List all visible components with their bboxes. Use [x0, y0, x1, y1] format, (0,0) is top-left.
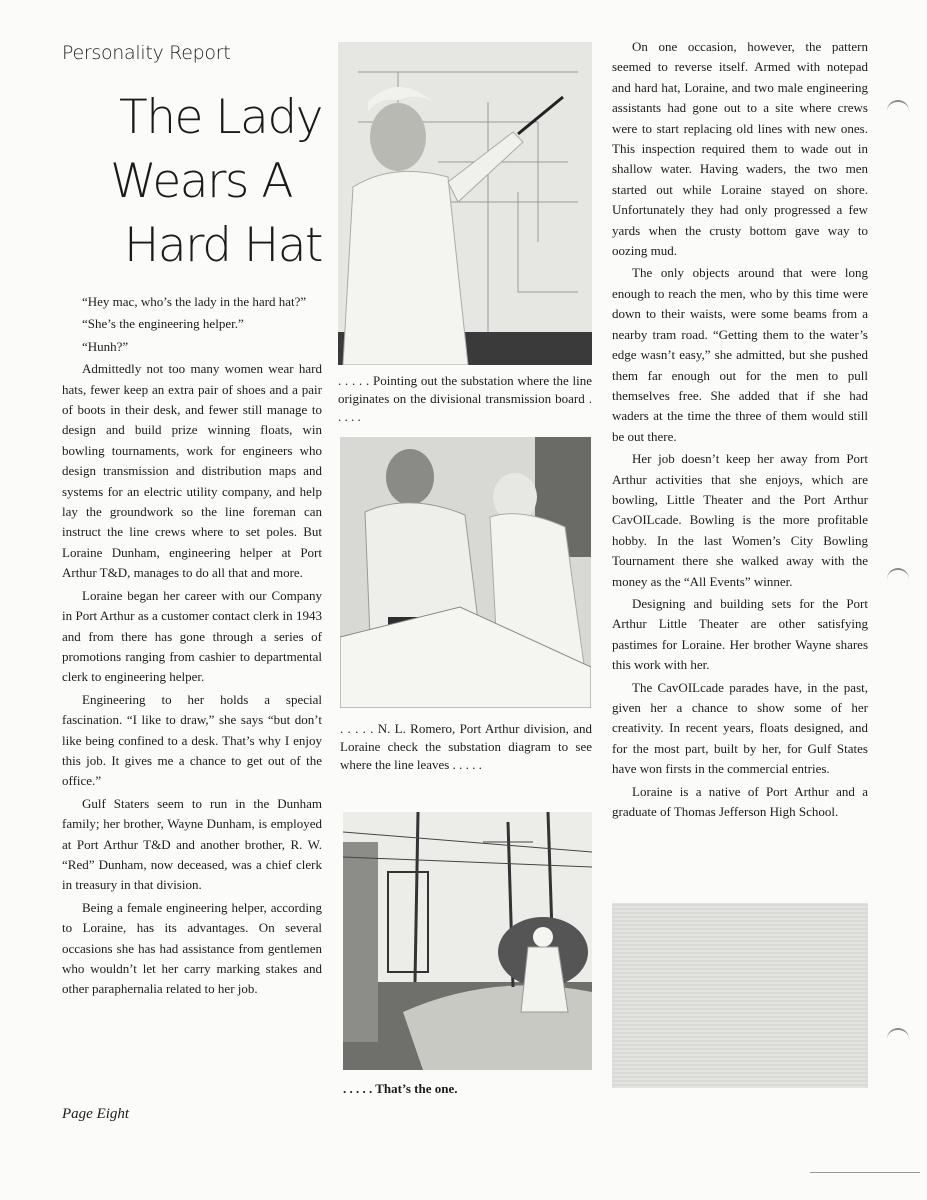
paragraph: Loraine is a native of Port Arthur and a graduate of Thomas Jefferson High School.	[612, 783, 868, 820]
photo-illustration	[340, 437, 591, 708]
paragraph: “She’s the engineering helper.”	[82, 316, 244, 332]
paragraph: Admittedly not too many women wear hard hats, fewer keep an extra pair of shoes and a pair of boots in their desk, and fewer still manage to design and build prize winning floats, win bowling tournaments, work for engineers who design transmission and distribution maps and systems for an electric utility company, and help lay the groundwork so the line foreman can instruct the line crews where to set poles. But Loraine Dunham, engineering helper at Port Arthur T&D, manages to do all that and more.	[62, 361, 322, 581]
photo-illustration	[338, 42, 592, 365]
binder-hole-mark	[887, 568, 909, 590]
page-number: Page Eight	[62, 1106, 130, 1122]
paragraph: “Hey mac, who’s the lady in the hard hat?”	[82, 294, 307, 309]
paragraph: On one occasion, however, the pattern seemed to reverse itself. Armed with notepad and hard hat, Loraine, and two male engineering assistants had gone out to a site where crews were to start replacing old lines with new ones. This inspection required them to wade out in shallow water. Having waders, the two men started out while Loraine stayed on shore. Unfortunately they had only progressed a few yards when the crusty bottom gave way to oozing mud.	[612, 39, 868, 259]
photo-caption: . . . . . That’s the one.	[343, 1081, 458, 1096]
photo-caption: . . . . . N. L. Romero, Port Arthur division, and Loraine check the substation diagram to see where the line leaves . . . . .	[340, 721, 592, 772]
section-kicker: Personality Report	[62, 42, 231, 64]
binder-hole-mark	[887, 1028, 909, 1050]
paragraph: Loraine began her career with our Company in Port Arthur as a customer contact clerk in 1943 and from there has gone through a series of promotions ranging from cashier to departmental clerk to engineering helper.	[62, 587, 322, 685]
blank-halftone-area	[612, 903, 868, 1088]
paragraph: Her job doesn’t keep her away from Port Arthur activities that she enjoys, which are bowling, Little Theater and the Port Arthur CavOILcade. Bowling is the more profitable hobby. In the last Women’s City Bowling Tournament there she walked away with the money as the “All Events” winner.	[612, 451, 868, 589]
right-column	[612, 37, 868, 824]
edge-rule	[810, 1172, 920, 1173]
photo-substation-diagram	[340, 437, 591, 708]
paragraph: Gulf Staters seem to run in the Dunham family; her brother, Wayne Dunham, is employed at Port Arthur T&D and another brother, R. W. “Red” Dunham, now deceased, was a chief clerk in treasury in that division.	[62, 795, 322, 893]
photo-field-site	[343, 812, 592, 1070]
paragraph: Designing and building sets for the Port Arthur Little Theater are other satisfying pastimes for Loraine. Her brother Wayne shares this work with her.	[612, 595, 868, 673]
left-column	[62, 292, 322, 1002]
article-title	[60, 86, 322, 278]
photo-illustration	[343, 812, 592, 1070]
paragraph: The CavOILcade parades have, in the past, given her a chance to show some of her creativity. In recent years, floats designed, and for the most part, built by her, for Gulf States have won firsts in the commercial entries.	[612, 679, 868, 777]
paragraph: Engineering to her holds a special fascination. “I like to draw,” she says “but don’t like being confined to a desk. That’s why I enjoy this job. It gives me a chance to get out of the office.”	[62, 691, 322, 789]
photo-transmission-board	[338, 42, 592, 365]
title-line: The Lady	[119, 90, 322, 145]
paragraph: Being a female engineering helper, according to Loraine, has its advantages. On several occasions she has had assistance from gentlemen who wouldn’t let her carry marking stakes and other paraphernalia related to her job.	[62, 899, 322, 997]
binder-hole-mark	[887, 100, 909, 122]
title-line: Hard Hat	[124, 218, 322, 273]
paragraph: The only objects around that were long enough to reach the men, who by this time were down to their waists, were some beams from a nearby tram road. “Getting them to the water’s edge wasn’t easy,” she admitted, but she pushed them far enough out for the men to pull themselves free. She added that if she had waders at the time the three of them would still be out there.	[612, 265, 868, 444]
photo-caption: . . . . . Pointing out the substation where the line originates on the divisional transmission board . . . . .	[338, 373, 592, 424]
paragraph: “Hunh?”	[82, 338, 129, 354]
title-line: Wears A	[110, 154, 292, 209]
